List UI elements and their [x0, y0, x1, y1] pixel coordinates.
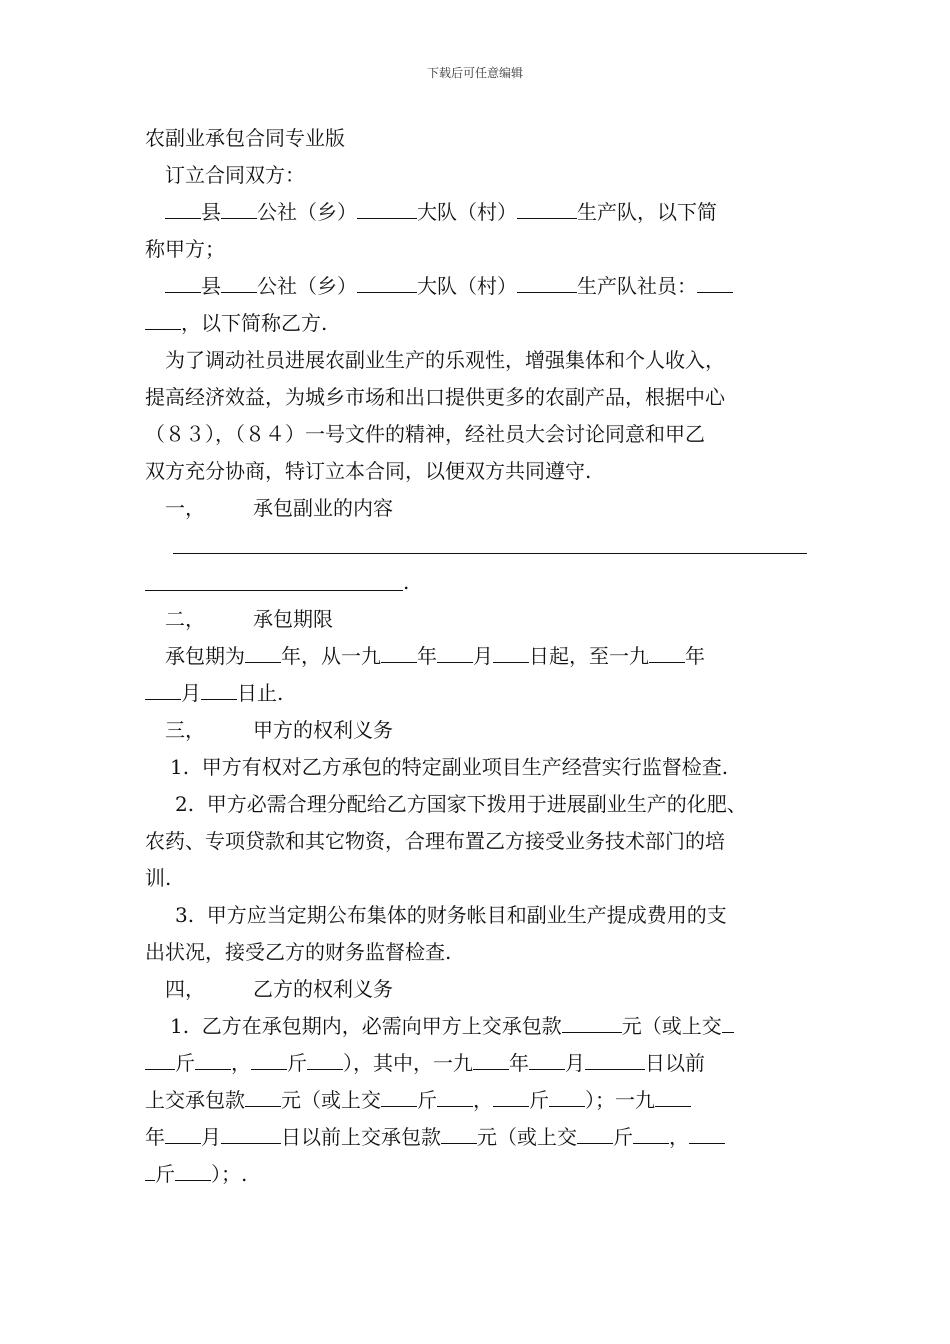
preamble-line-3: （８３），（８４）一号文件的精神，经社员大会讨论同意和甲乙 — [145, 422, 705, 446]
contract-body — [145, 120, 815, 1193]
blank — [633, 1123, 669, 1144]
blank — [381, 1086, 417, 1107]
blank — [493, 1086, 529, 1107]
blank — [251, 1049, 287, 1070]
month-blank — [165, 1123, 201, 1144]
sec3-item-3: 3. 甲方应当定期公布集体的财务帐目和副业生产提成费用的支 — [175, 903, 727, 927]
sec3-item-2-end: 训. — [145, 866, 172, 890]
blank — [549, 1086, 585, 1107]
years-blank — [245, 642, 281, 663]
preamble-line-1: 为了调动社员进展农副业生产的乐观性，增强集体和个人收入， — [165, 348, 725, 372]
blank — [175, 1160, 211, 1181]
year-blank — [655, 1086, 691, 1107]
blank — [307, 1049, 343, 1070]
county-blank — [165, 272, 201, 293]
sec4-item-1-line-2: 斤 ， 斤 ），其中，一九 年 月 日以前 — [145, 1045, 815, 1082]
parties-label: 订立合同双方： — [165, 163, 305, 187]
section-3-heading: 三， 甲方的权利义务 — [165, 718, 393, 742]
section-4-heading: 四， 乙方的权利义务 — [165, 977, 393, 1001]
end-month-blank — [145, 679, 181, 700]
amount-blank — [562, 1012, 622, 1033]
party-a-line: 县 公社（乡） 大队（村） 生产队，以下简 — [145, 194, 815, 231]
sec3-item-2-cont: 农药、专项贷款和其它物资，合理布置乙方接受业务技术部门的培 — [145, 829, 725, 853]
party-b-line-cont: ，以下简称乙方. — [145, 305, 815, 342]
amount-blank — [245, 1086, 281, 1107]
blank — [195, 1049, 231, 1070]
sec3-item-1: 1. 甲方有权对乙方承包的特定副业项目生产经营实行监督检查. — [170, 755, 729, 779]
blank — [577, 1123, 613, 1144]
blank — [437, 1086, 473, 1107]
county-blank — [165, 198, 201, 219]
weight-blank-cont — [145, 1049, 175, 1070]
term-line-cont: 月 日止. — [145, 675, 815, 712]
commune-blank — [221, 272, 257, 293]
team-blank — [517, 272, 577, 293]
year-blank — [473, 1049, 509, 1070]
sec4-item-1-line-3: 上交承包款 元（或上交 斤 ， 斤 ）；一九 — [145, 1082, 815, 1119]
term-line: 承包期为 年，从一九 年 月 日起，至一九 年 — [165, 644, 705, 668]
sec4-item-1-line-4: 年 月 日以前上交承包款 元（或上交 斤 ， — [145, 1119, 815, 1156]
blank — [145, 1160, 155, 1181]
sec3-item-2: 2. 甲方必需合理分配给乙方国家下拨用于进展副业生产的化肥、 — [175, 792, 747, 816]
day-blank — [221, 1123, 281, 1144]
party-a-line-cont: 称甲方； — [145, 237, 225, 261]
start-day-blank — [493, 642, 529, 663]
end-day-blank — [201, 679, 237, 700]
preamble-line-2: 提高经济效益，为城乡市场和出口提供更多的农副产品，根据中心 — [145, 385, 725, 409]
weight-blank — [722, 1012, 734, 1033]
month-blank — [529, 1049, 565, 1070]
blank — [689, 1123, 725, 1144]
commune-blank — [221, 198, 257, 219]
brigade-blank — [357, 198, 417, 219]
content-fill-line — [145, 527, 815, 564]
party-b-line: 县 公社（乡） 大队（村） 生产队社员： — [145, 268, 815, 305]
page-header-note: 下载后可任意编辑 — [426, 66, 523, 80]
start-month-blank — [437, 642, 473, 663]
sec3-item-3-cont: 出状况，接受乙方的财务监督检查. — [145, 940, 452, 964]
preamble-line-4: 双方充分协商，特订立本合同，以便双方共同遵守. — [145, 459, 592, 483]
brigade-blank — [357, 272, 417, 293]
document-title: 农副业承包合同专业版 — [145, 126, 345, 150]
member-name-blank-cont — [145, 309, 181, 330]
sec4-item-1-line-5: 斤 ）；. — [145, 1156, 815, 1193]
member-name-blank — [697, 272, 733, 293]
day-blank — [585, 1049, 645, 1070]
section-1-heading: 一， 承包副业的内容 — [165, 496, 393, 520]
amount-blank — [441, 1123, 477, 1144]
end-year-blank — [649, 642, 685, 663]
section-2-heading: 二， 承包期限 — [165, 607, 333, 631]
sec4-item-1: 1. 乙方在承包期内，必需向甲方上交承包款 元（或上交 — [145, 1008, 815, 1045]
team-blank — [517, 198, 577, 219]
content-fill-line-cont: . — [145, 564, 815, 601]
start-year-blank — [381, 642, 417, 663]
